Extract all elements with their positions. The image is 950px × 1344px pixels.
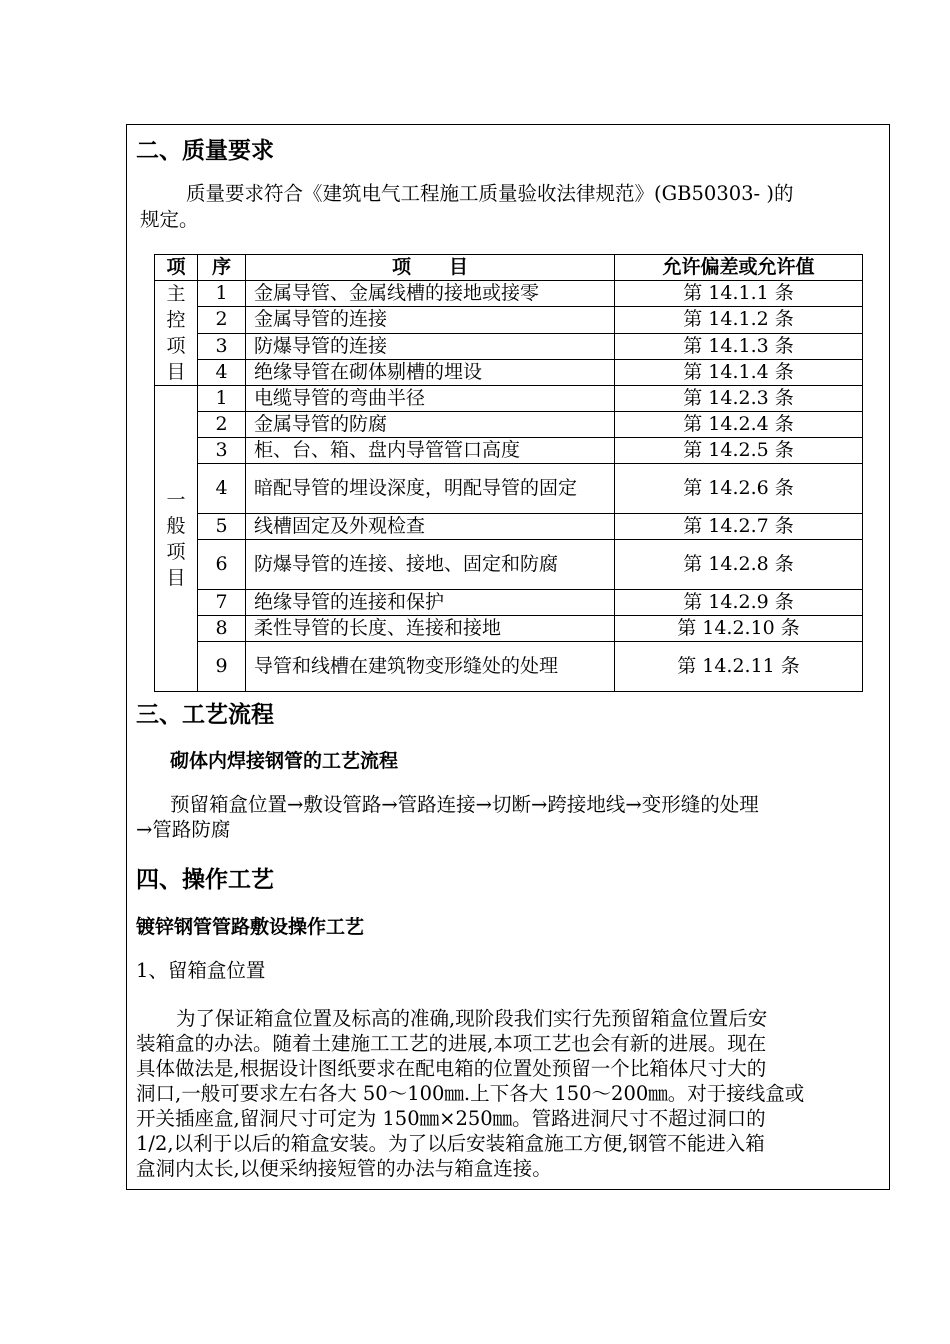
step1-title: 1、留箱盒位置 bbox=[136, 959, 266, 982]
group-general bbox=[155, 386, 198, 692]
table-row bbox=[155, 540, 863, 590]
row-value: 第 14.1.2 条 bbox=[615, 307, 863, 333]
paragraph-line: 盒洞内太长,以便采纳接短管的办法与箱盒连接。 bbox=[136, 1157, 552, 1180]
row-item: 金属导管的连接 bbox=[246, 307, 615, 333]
row-value: 第 14.2.9 条 bbox=[615, 590, 863, 616]
row-no: 3 bbox=[198, 438, 246, 464]
quality-requirements-table bbox=[154, 254, 863, 692]
row-item: 柜、台、箱、盘内导管管口高度 bbox=[246, 438, 615, 464]
row-item: 防爆导管的连接 bbox=[246, 333, 615, 359]
row-item: 防爆导管的连接、接地、固定和防腐 bbox=[246, 540, 615, 590]
header-item: 项 目 bbox=[246, 255, 615, 281]
table-row bbox=[155, 616, 863, 642]
header-sequence: 序 bbox=[198, 255, 246, 281]
section2-intro-line1: 质量要求符合《建筑电气工程施工质量验收法律规范》(GB50303- )的 bbox=[186, 182, 794, 205]
row-item: 绝缘导管的连接和保护 bbox=[246, 590, 615, 616]
row-no: 4 bbox=[198, 464, 246, 514]
row-item: 柔性导管的长度、连接和接地 bbox=[246, 616, 615, 642]
table-row bbox=[155, 281, 863, 307]
row-no: 2 bbox=[198, 412, 246, 438]
paragraph-line: 装箱盒的办法。随着土建施工工艺的进展,本项工艺也会有新的进展。现在 bbox=[136, 1032, 767, 1055]
row-value: 第 14.2.5 条 bbox=[615, 438, 863, 464]
header-tolerance: 允许偏差或允许值 bbox=[615, 255, 863, 281]
row-value: 第 14.1.3 条 bbox=[615, 333, 863, 359]
flow-line2: →管路防腐 bbox=[136, 818, 231, 841]
row-no: 2 bbox=[198, 307, 246, 333]
section4-title: 四、操作工艺 bbox=[136, 867, 274, 893]
row-value: 第 14.1.1 条 bbox=[615, 281, 863, 307]
section2-title: 二、质量要求 bbox=[136, 138, 274, 164]
group-label: 一般项目 bbox=[166, 488, 186, 589]
row-item: 金属导管、金属线槽的接地或接零 bbox=[246, 281, 615, 307]
row-no: 9 bbox=[198, 642, 246, 692]
row-value: 第 14.2.10 条 bbox=[615, 616, 863, 642]
row-item: 线槽固定及外观检查 bbox=[246, 514, 615, 540]
row-no: 5 bbox=[198, 514, 246, 540]
table-row bbox=[155, 590, 863, 616]
table-row bbox=[155, 438, 863, 464]
row-value: 第 14.2.7 条 bbox=[615, 514, 863, 540]
row-value: 第 14.1.4 条 bbox=[615, 359, 863, 385]
row-no: 6 bbox=[198, 540, 246, 590]
row-item: 暗配导管的埋设深度，明配导管的固定 bbox=[246, 464, 615, 514]
table-row bbox=[155, 333, 863, 359]
section4-subtitle: 镀锌钢管管路敷设操作工艺 bbox=[136, 916, 365, 938]
row-item: 电缆导管的弯曲半径 bbox=[246, 386, 615, 412]
row-no: 1 bbox=[198, 281, 246, 307]
table-row bbox=[155, 359, 863, 385]
header-category: 项 bbox=[155, 255, 198, 281]
row-value: 第 14.2.3 条 bbox=[615, 386, 863, 412]
paragraph-line: 为了保证箱盒位置及标高的准确,现阶段我们实行先预留箱盒位置后安 bbox=[176, 1007, 768, 1030]
section2-intro-line2: 规定。 bbox=[140, 208, 199, 231]
row-no: 4 bbox=[198, 359, 246, 385]
paragraph-line: 具体做法是,根据设计图纸要求在配电箱的位置处预留一个比箱体尺寸大的 bbox=[136, 1057, 767, 1080]
section3-title: 三、工艺流程 bbox=[136, 702, 274, 728]
row-no: 8 bbox=[198, 616, 246, 642]
table-row bbox=[155, 464, 863, 514]
table-row bbox=[155, 514, 863, 540]
row-no: 1 bbox=[198, 386, 246, 412]
group-label: 主控项目 bbox=[166, 283, 186, 383]
row-item: 导管和线槽在建筑物变形缝处的处理 bbox=[246, 642, 615, 692]
row-item: 绝缘导管在砌体剔槽的埋设 bbox=[246, 359, 615, 385]
paragraph-line: 1/2,以利于以后的箱盒安装。为了以后安装箱盒施工方便,钢管不能进入箱 bbox=[136, 1132, 765, 1155]
flow-line1: 预留箱盒位置→敷设管路→管路连接→切断→跨接地线→变形缝的处理 bbox=[170, 793, 759, 816]
section3-subtitle: 砌体内焊接钢管的工艺流程 bbox=[170, 750, 399, 772]
row-item: 金属导管的防腐 bbox=[246, 412, 615, 438]
table-row bbox=[155, 642, 863, 692]
table-row bbox=[155, 307, 863, 333]
row-no: 3 bbox=[198, 333, 246, 359]
row-value: 第 14.2.6 条 bbox=[615, 464, 863, 514]
row-no: 7 bbox=[198, 590, 246, 616]
row-value: 第 14.2.8 条 bbox=[615, 540, 863, 590]
table-row bbox=[155, 386, 863, 412]
group-main-control bbox=[155, 281, 198, 386]
table-row bbox=[155, 412, 863, 438]
paragraph-line: 洞口,一般可要求左右各大 50～100㎜.上下各大 150～200㎜。对于接线盒或 bbox=[136, 1082, 805, 1105]
row-value: 第 14.2.4 条 bbox=[615, 412, 863, 438]
row-value: 第 14.2.11 条 bbox=[615, 642, 863, 692]
paragraph-line: 开关插座盒,留洞尺寸可定为 150㎜×250㎜。管路进洞尺寸不超过洞口的 bbox=[136, 1107, 766, 1130]
